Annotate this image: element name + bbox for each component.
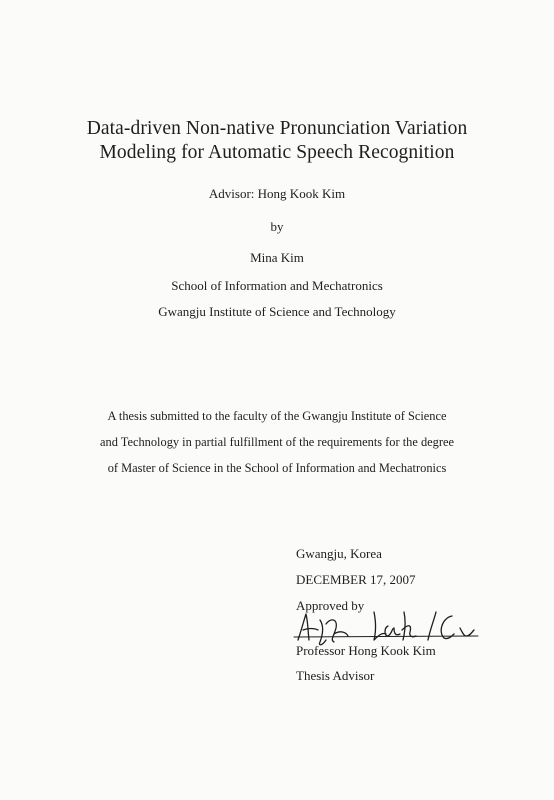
thesis-title-line-2: Modeling for Automatic Speech Recognition — [99, 142, 455, 163]
thesis-title-line-1: Data-driven Non-native Pronunciation Variation — [86, 118, 468, 139]
thesis-statement-line-2: and Technology in partial fulfillment of the requirements for the degree — [100, 435, 454, 449]
place-line: Gwangju, Korea — [296, 546, 382, 561]
signer-role: Thesis Advisor — [296, 668, 375, 683]
thesis-title — [0, 117, 554, 165]
advisor-line: Advisor: Hong Kook Kim — [208, 186, 346, 201]
by-line: by — [270, 219, 284, 234]
signer-name: Professor Hong Kook Kim — [296, 643, 436, 658]
institute-name: Gwangju Institute of Science and Technology — [158, 304, 396, 319]
author-name: Mina Kim — [250, 250, 304, 265]
school-name: School of Information and Mechatronics — [171, 278, 383, 293]
date-line: DECEMBER 17, 2007 — [296, 572, 416, 587]
approved-by-line: Approved by — [296, 598, 365, 613]
thesis-statement — [72, 403, 482, 481]
thesis-statement-line-1: A thesis submitted to the faculty of the Gwangju Institute of Science — [107, 409, 447, 423]
thesis-statement-line-3: of Master of Science in the School of Information and Mechatronics — [107, 461, 447, 475]
